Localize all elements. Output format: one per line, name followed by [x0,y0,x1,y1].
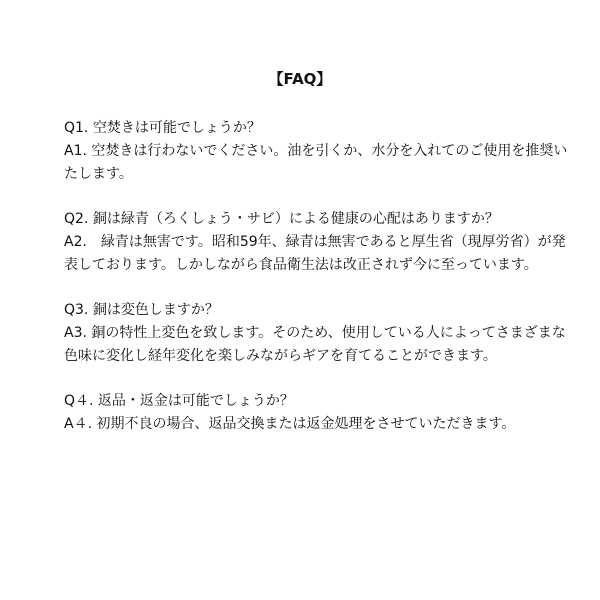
question-4: Q４. 返品・返金は可能でしょうか？ [64,393,294,409]
faq-item-1 [64,117,580,186]
faq-list [64,117,580,458]
answer-4-line-1: A４. 初期不良の場合、返品交換または返金処理をさせていただきます。 [64,416,516,432]
answer-3-line-2: 色味に変化し経年変化を楽しみながらギアを育てることができます。 [64,348,497,364]
answer-2-line-1: A2. 緑青は無害です。昭和59年、緑青は無害であると厚生省（現厚労省）が発 [64,234,566,250]
answer-1-line-2: たします。 [64,166,133,182]
answer-1-line-1: A1. 空焚きは行わないでください。油を引くか、水分を入れてのご使用を推奨い [64,143,568,159]
faq-title: 【FAQ】 [268,70,332,88]
answer-3-line-1: A3. 銅の特性上変色を致します。そのため、使用している人によってさまざまな [64,325,566,341]
answer-2-line-2: 表しております。しかしながら食品衛生法は改正されず今に至っています。 [64,257,538,273]
faq-item-2 [64,208,580,277]
question-1: Q1. 空焚きは可能でしょうか？ [64,120,261,136]
faq-item-4 [64,390,580,436]
faq-item-3 [64,299,580,368]
question-2: Q2. 銅は緑青（ろくしょう・サビ）による健康の心配はありますか？ [64,211,499,227]
question-3: Q3. 銅は変色しますか？ [64,302,219,318]
